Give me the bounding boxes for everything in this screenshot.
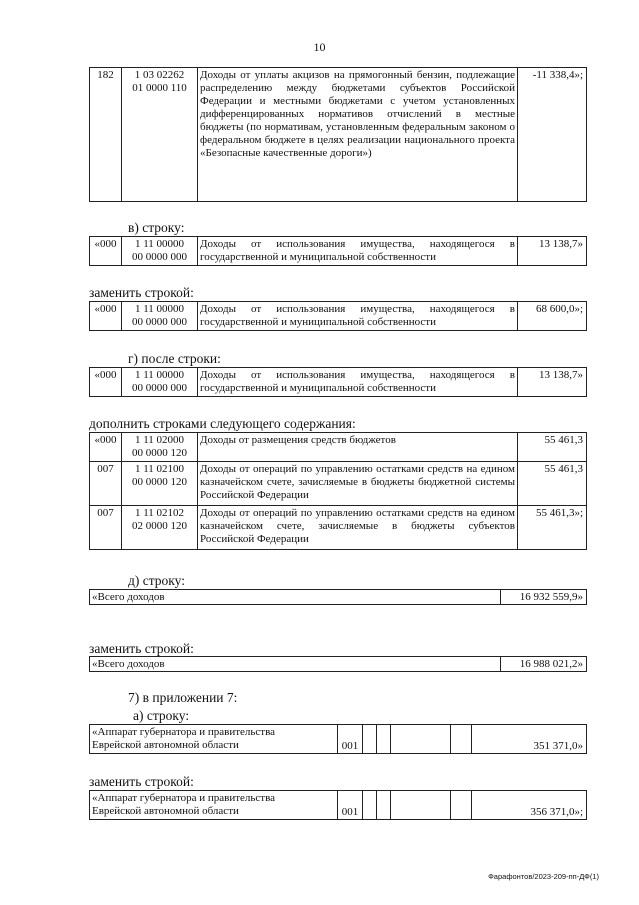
replace-2-table [89,656,587,672]
row-amount: 13 138,7» [518,237,587,266]
empty-cell [377,791,391,820]
appendix-7-table [89,724,587,754]
org-amount: 356 371,0»; [472,791,587,820]
table-row [90,433,587,462]
empty-cell [451,725,472,754]
budget-code: 1 11 02100 00 0000 120 [122,462,198,506]
add-rows-label: дополнить строками следующего содержания: [89,416,356,431]
section-d-table [89,589,587,605]
admin-code: «000 [90,368,122,397]
row-description: Доходы от использования имущества, находящегося в государственной и муниципальной собственности [198,302,518,331]
row-amount: 55 461,3 [518,433,587,462]
org-amount: 351 371,0» [472,725,587,754]
table-row [90,590,587,605]
total-income-amount: 16 988 021,2» [501,657,587,672]
row-description: Доходы от использования имущества, находящегося в государственной и муниципальной собственности [198,368,518,397]
appendix-7-sub-label: а) строку: [133,708,190,723]
empty-cell [363,725,377,754]
empty-cell [391,791,451,820]
row-description: Доходы от размещения средств бюджетов [198,433,518,462]
budget-code: 1 11 00000 00 0000 000 [122,302,198,331]
budget-code: 1 11 02000 00 0000 120 [122,433,198,462]
section-g-label: г) после строки: [128,351,221,366]
row-amount: 13 138,7» [518,368,587,397]
row-description: Доходы от использования имущества, находящегося в государственной и муниципальной собственности [198,237,518,266]
table-row [90,68,587,202]
budget-code: 1 11 00000 00 0000 000 [122,368,198,397]
page-number: 10 [313,40,326,54]
admin-code: «000 [90,302,122,331]
table-row [90,302,587,331]
table-row [90,791,587,820]
table-row [90,237,587,266]
row-amount: -11 338,4»; [518,68,587,202]
budget-code: 1 03 02262 01 0000 110 [122,68,198,202]
row-amount: 55 461,3»; [518,506,587,550]
total-income-label: «Всего доходов [90,657,501,672]
replace-1-table [89,301,587,331]
row-amount: 55 461,3 [518,462,587,506]
empty-cell [377,725,391,754]
org-code: 001 [338,725,363,754]
add-rows-table [89,432,587,550]
empty-cell [363,791,377,820]
admin-code: «000 [90,433,122,462]
income-table-row-182 [89,67,587,202]
replace-3-label: заменить строкой: [89,774,194,789]
admin-code: 007 [90,506,122,550]
replace-3-table [89,790,587,820]
admin-code: 007 [90,462,122,506]
table-row [90,725,587,754]
budget-code: 1 11 02102 02 0000 120 [122,506,198,550]
total-income-amount: 16 932 559,9» [501,590,587,605]
table-row [90,462,587,506]
budget-code: 1 11 00000 00 0000 000 [122,237,198,266]
document-footer: Фарафонтов/2023-209-пп-ДФ(1) [488,872,599,881]
section-g-table [89,367,587,397]
org-name: «Аппарат губернатора и правительства Еврейской автономной области [90,791,338,820]
table-row [90,506,587,550]
section-v-table [89,236,587,266]
empty-cell [391,725,451,754]
total-income-label: «Всего доходов [90,590,501,605]
replace-2-label: заменить строкой: [89,641,194,656]
org-code: 001 [338,791,363,820]
replace-1-label: заменить строкой: [89,285,194,300]
admin-code: 182 [90,68,122,202]
table-row [90,368,587,397]
section-d-label: д) строку: [128,573,185,588]
row-description: Доходы от операций по управлению остатками средств на едином казначейском счете, зачисляемые в бюджеты бюджетной системы Российской Федерации [198,462,518,506]
org-name: «Аппарат губернатора и правительства Еврейской автономной области [90,725,338,754]
empty-cell [451,791,472,820]
appendix-7-label: 7) в приложении 7: [128,690,238,705]
table-row [90,657,587,672]
row-description: Доходы от операций по управлению остатками средств на едином казначейском счете, зачисляемые в бюджеты субъектов Российской Федерации [198,506,518,550]
admin-code: «000 [90,237,122,266]
row-description: Доходы от уплаты акцизов на прямогонный бензин, подлежащие распределению между бюджетами субъектов Российской Федерации и местными бюджетами с учетом установленных дифференцированных нормативов отчислений в местные бюджеты (по нормативам, установленным федеральным законом о федеральном бюджете в целях реализации национального проекта «Безопасные качественные дороги») [198,68,518,202]
row-amount: 68 600,0»; [518,302,587,331]
section-v-label: в) строку: [128,220,185,235]
